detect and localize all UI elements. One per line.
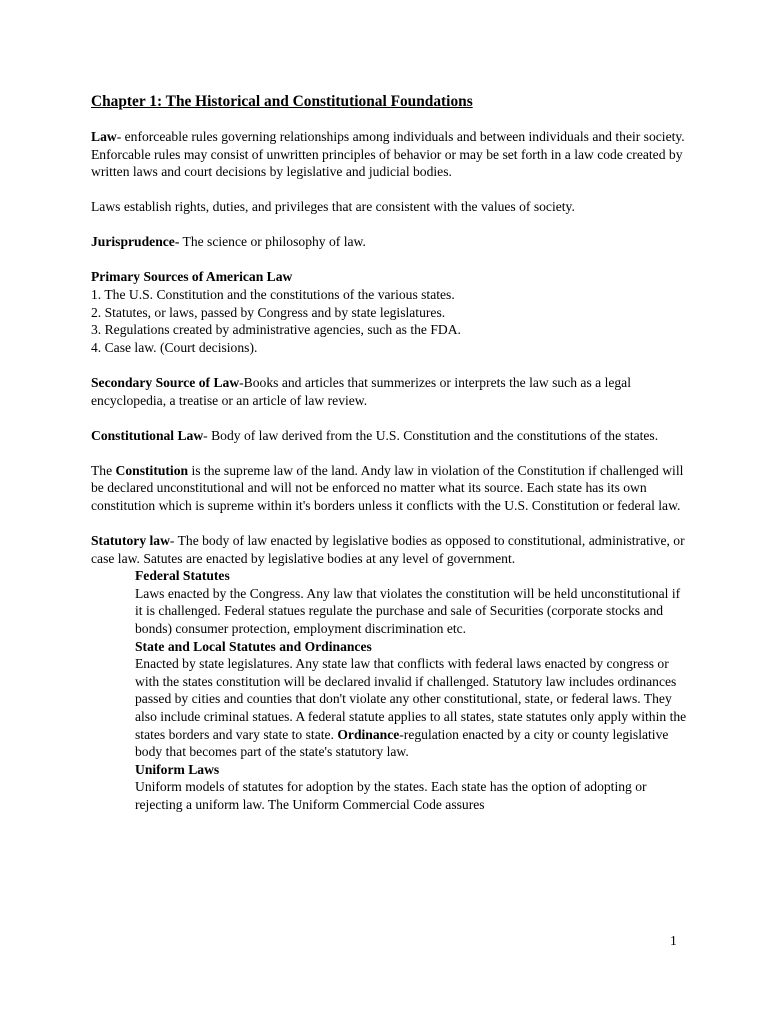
list-item: 2. Statutes, or laws, passed by Congress and by state legislatures. bbox=[91, 304, 446, 320]
statutory-law-term: Statutory law bbox=[91, 533, 170, 548]
secondary-source-definition bbox=[91, 374, 691, 409]
jurisprudence-text: The science or philosophy of law. bbox=[179, 234, 366, 250]
state-local-heading: State and Local Statutes and Ordinances bbox=[135, 638, 372, 654]
constitutional-law-text: - Body of law derived from the U.S. Constitution and the constitutions of the states. bbox=[203, 427, 659, 443]
statutory-law-text: - The body of law enacted by legislative bodies as opposed to constitutional, administrative, or case law. Satutes are enacted by legislative bodies at any level of government. bbox=[91, 533, 685, 566]
list-item: 3. Regulations created by administrative agencies, such as the FDA. bbox=[91, 322, 461, 338]
constitution-term: Constitution bbox=[115, 462, 189, 478]
law-text: - enforceable rules governing relationships among individuals and between individuals and their society. Enforcable rules may consist of unwritten principles of behavior or may be set forth in a law code created by written laws and court decisions by legislative and judicial bodies. bbox=[91, 129, 685, 180]
constitution-paragraph bbox=[91, 462, 691, 515]
uniform-laws-heading: Uniform Laws bbox=[135, 761, 220, 777]
state-local-text: Enacted by state legislatures. Any state law that conflicts with federal laws enacted by congress or with the states constitution will be declared invalid if challenged. Statutory law includes ordinances passed by cities and counties that don't violate any other constitutional, state, or federal laws. They also include criminal statues. A federal statute applies to all states, state statutes only apply within the states borders and vary state to state. bbox=[135, 656, 687, 742]
jurisprudence-definition bbox=[91, 233, 691, 251]
constitution-pre: The bbox=[91, 462, 116, 478]
secondary-source-text: -Books and articles that summerizes or interprets the law such as a legal encyclopedia, a treatise or an article of law review. bbox=[91, 374, 631, 408]
law-definition bbox=[91, 128, 691, 181]
page-number: 1 bbox=[670, 933, 677, 948]
constitution-text: is the supreme law of the land. Andy law in violation of the Constitution if challenged will be declared unconstitutional and will not be enforced no matter what its source. Each state has its own constitution which is supreme within it's borders unless it conflicts with the U.S. Constitution or federal law. bbox=[91, 462, 684, 513]
primary-sources-heading: Primary Sources of American Law bbox=[91, 269, 293, 285]
law-term: Law bbox=[91, 129, 117, 144]
state-local-section bbox=[135, 655, 691, 761]
list-item: 4. Case law. (Court decisions). bbox=[91, 339, 258, 355]
chapter-title: Chapter 1: The Historical and Constitutional Foundations bbox=[91, 93, 473, 110]
list-item: 1. The U.S. Constitution and the constitutions of the various states. bbox=[91, 287, 455, 303]
document-body bbox=[91, 93, 691, 814]
ordinance-text: -regulation enacted by a city or county legislative body that becomes part of the state's statutory law. bbox=[135, 726, 669, 760]
constitutional-law-definition bbox=[91, 427, 691, 445]
jurisprudence-term: Jurisprudence- bbox=[91, 234, 180, 250]
ordinance-term: Ordinance bbox=[337, 726, 400, 742]
primary-sources-section bbox=[91, 268, 691, 356]
uniform-laws-text: Uniform models of statutes for adoption by the states. Each state has the option of adopting or rejecting a uniform law. The Uniform Commercial Code assures bbox=[135, 779, 647, 812]
secondary-source-term: Secondary Source of Law bbox=[91, 374, 240, 390]
statutes-subsections bbox=[135, 567, 691, 813]
federal-statutes-heading: Federal Statutes bbox=[135, 568, 230, 584]
federal-statutes-text: Laws enacted by the Congress. Any law that violates the constitution will be held unconstitutional if it is challenged. Federal statues regulate the purchase and sale of Securities (corporate stocks and bonds) consumer protection, employment discrimination etc. bbox=[135, 585, 681, 636]
constitutional-law-term: Constitutional Law bbox=[91, 427, 204, 443]
laws-establish-paragraph: Laws establish rights, duties, and privileges that are consistent with the values of society. bbox=[91, 199, 575, 215]
statutory-law-definition bbox=[91, 532, 691, 567]
